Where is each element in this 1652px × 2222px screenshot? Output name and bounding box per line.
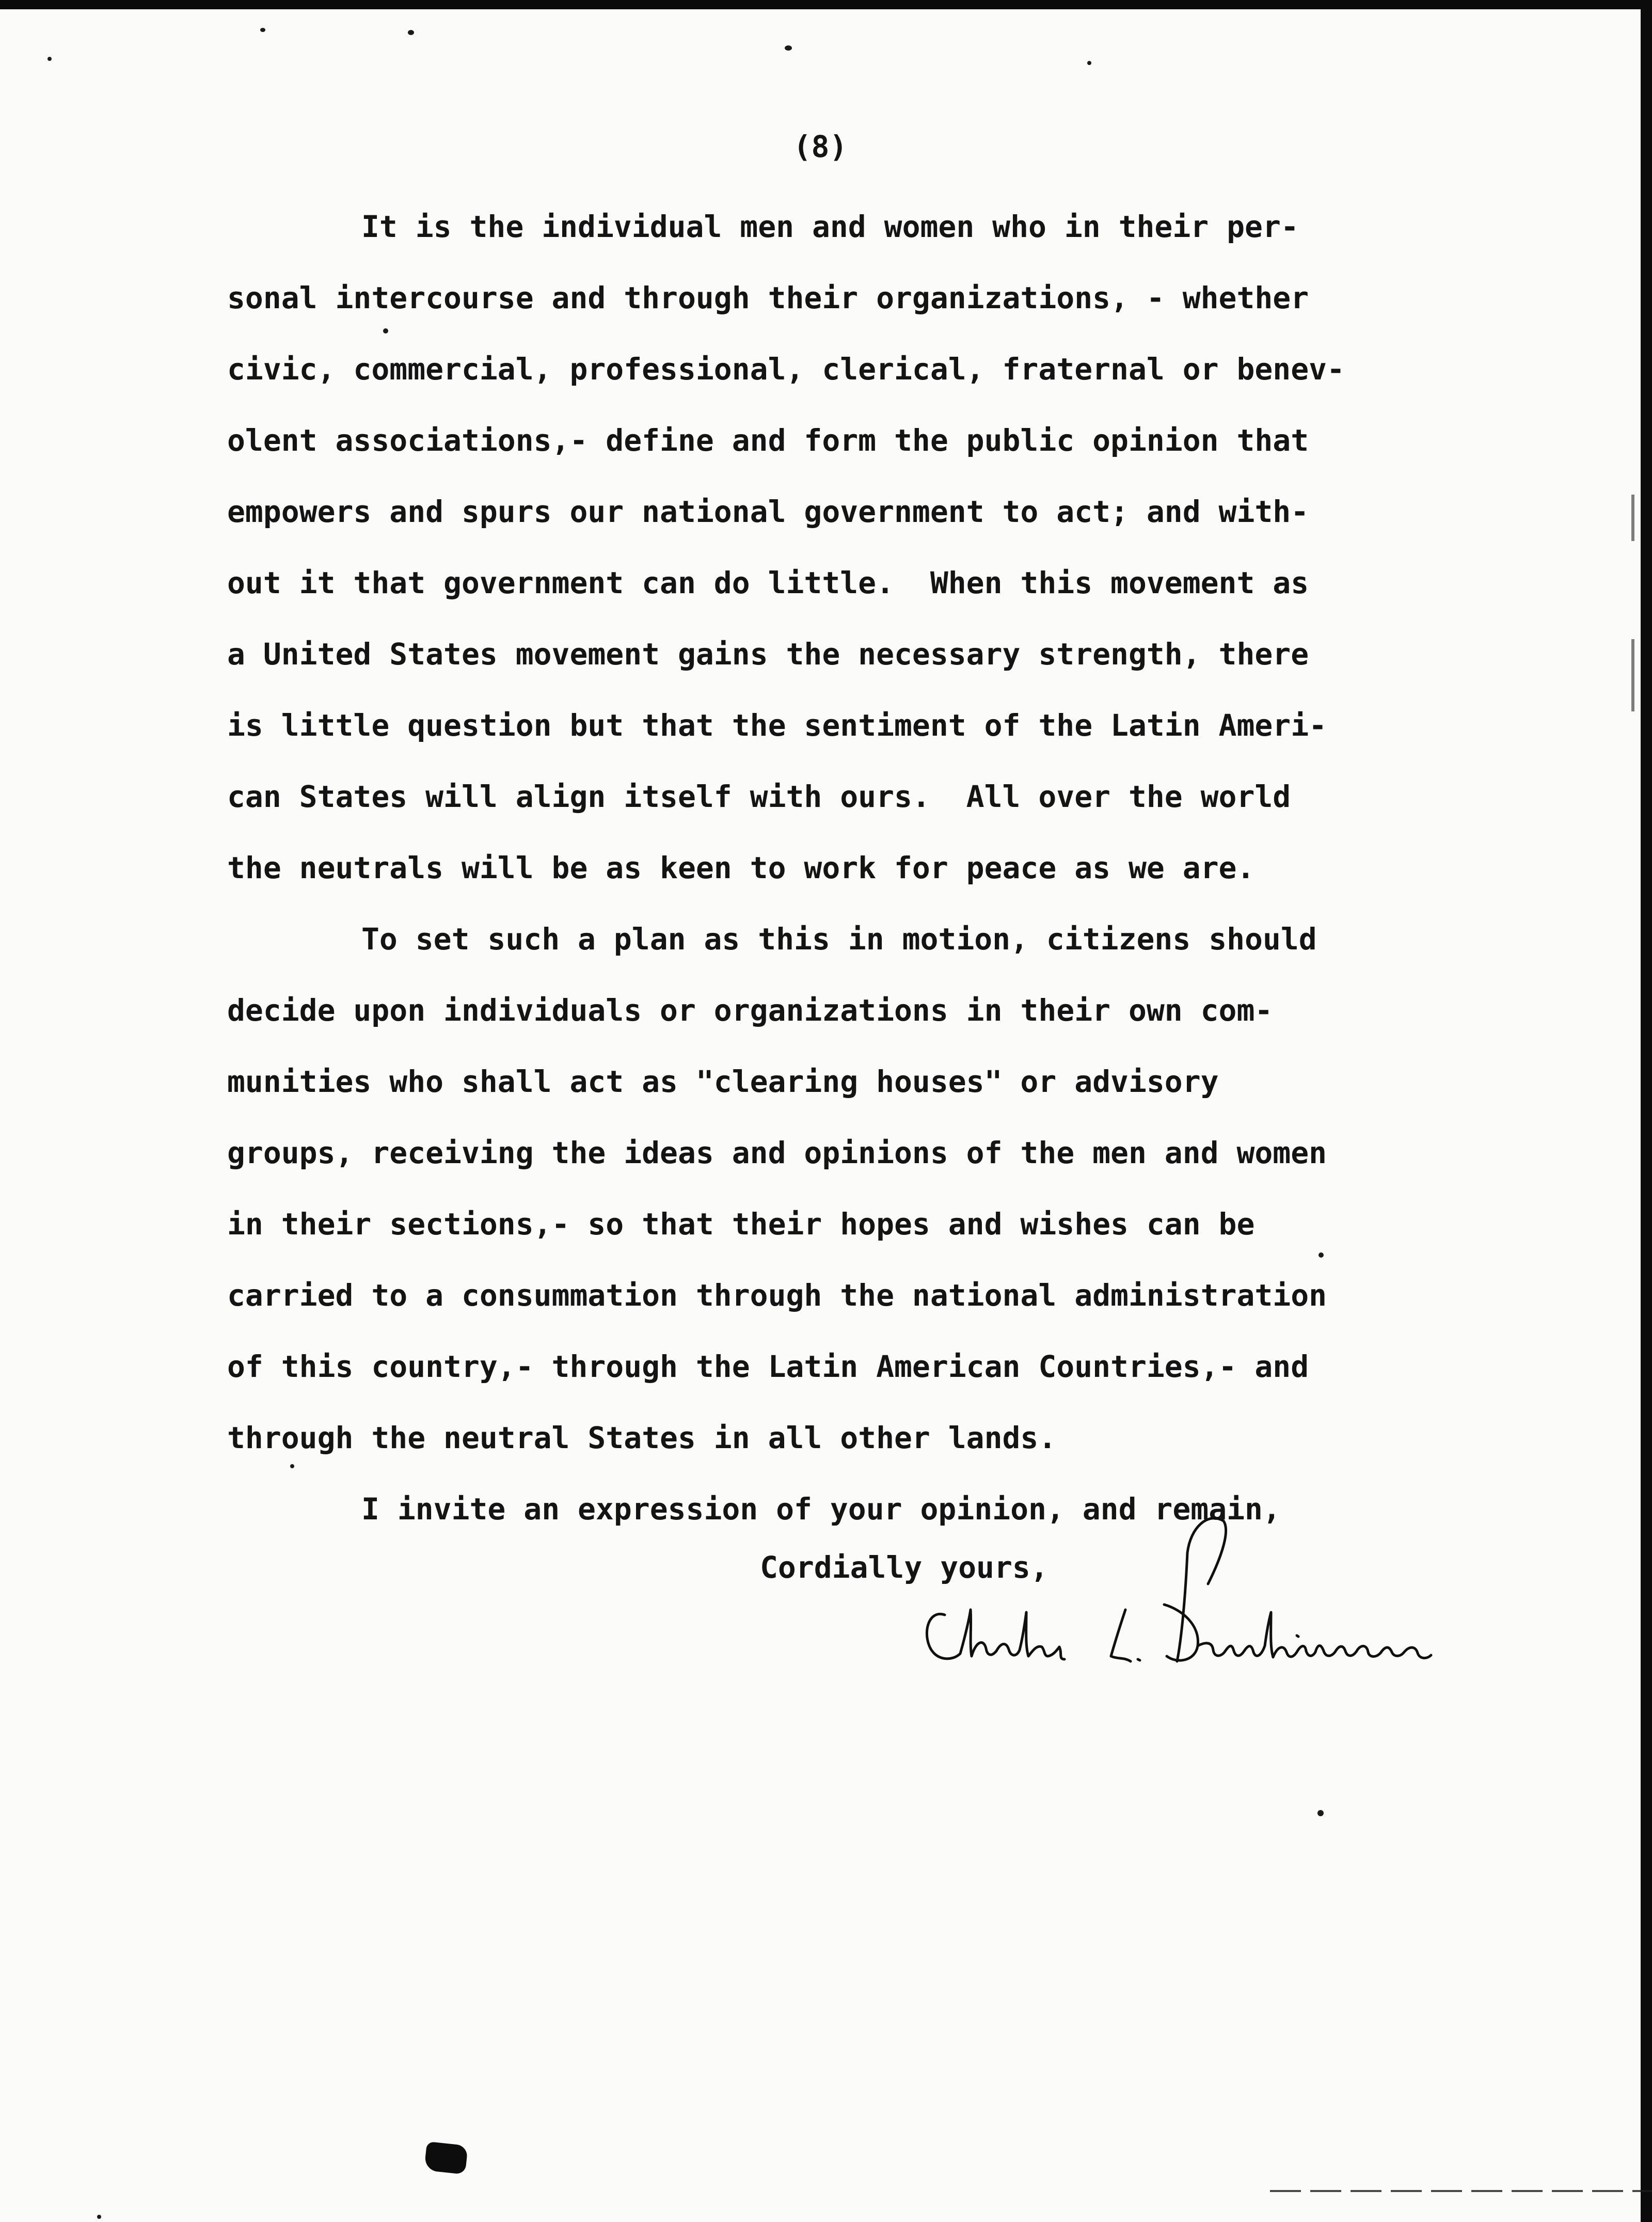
text-line: munities who shall act as "clearing houses" or advisory [227, 1064, 1219, 1099]
margin-mark [1631, 639, 1634, 711]
text-line: is little question but that the sentiment of the Latin Ameri- [227, 708, 1327, 743]
scan-speck [1087, 61, 1091, 65]
text-line: To set such a plan as this in motion, citizens should [361, 922, 1317, 957]
scan-speck [408, 30, 414, 35]
closing: Cordially yours, [760, 1550, 1049, 1585]
text-line: of this country,- through the Latin American Countries,- and [227, 1349, 1309, 1384]
scan-speck [785, 45, 792, 51]
scan-speck [1319, 1252, 1324, 1258]
page-number: (8) [793, 129, 848, 164]
text-line: out it that government can do little. When this movement as [227, 565, 1309, 600]
scan-speck [290, 1464, 294, 1468]
text-line: It is the individual men and women who in their per- [361, 209, 1299, 244]
scan-edge-line [1270, 2190, 1652, 2192]
text-line: can States will align itself with ours. All over the world [227, 779, 1291, 814]
margin-mark [1631, 495, 1634, 541]
text-line: civic, commercial, professional, clerical, fraternal or benev- [227, 352, 1345, 387]
ink-blot [424, 2141, 468, 2175]
text-line: olent associations,- define and form the public opinion that [227, 423, 1309, 458]
text-line: through the neutral States in all other lands. [227, 1420, 1057, 1455]
scan-speck [383, 328, 388, 334]
text-line: sonal intercourse and through their organizations, - whether [227, 280, 1309, 315]
text-line: in their sections,- so that their hopes and wishes can be [227, 1207, 1255, 1242]
scan-speck [260, 28, 265, 32]
text-line: a United States movement gains the necessary strength, there [227, 637, 1309, 672]
signature [909, 1506, 1487, 1682]
text-line: empowers and spurs our national government to act; and with- [227, 494, 1309, 529]
letter-body [227, 191, 1466, 1545]
scan-speck [97, 2215, 101, 2219]
scan-speck [1317, 1810, 1324, 1816]
text-line: I invite an expression of your opinion, and remain, [361, 1491, 1281, 1527]
text-line: groups, receiving the ideas and opinions of the men and women [227, 1135, 1327, 1170]
text-line: the neutrals will be as keen to work for peace as we are. [227, 850, 1255, 885]
text-line: carried to a consummation through the national administration [227, 1278, 1327, 1313]
text-line: decide upon individuals or organizations in their own com- [227, 993, 1273, 1028]
scan-speck [47, 57, 52, 61]
